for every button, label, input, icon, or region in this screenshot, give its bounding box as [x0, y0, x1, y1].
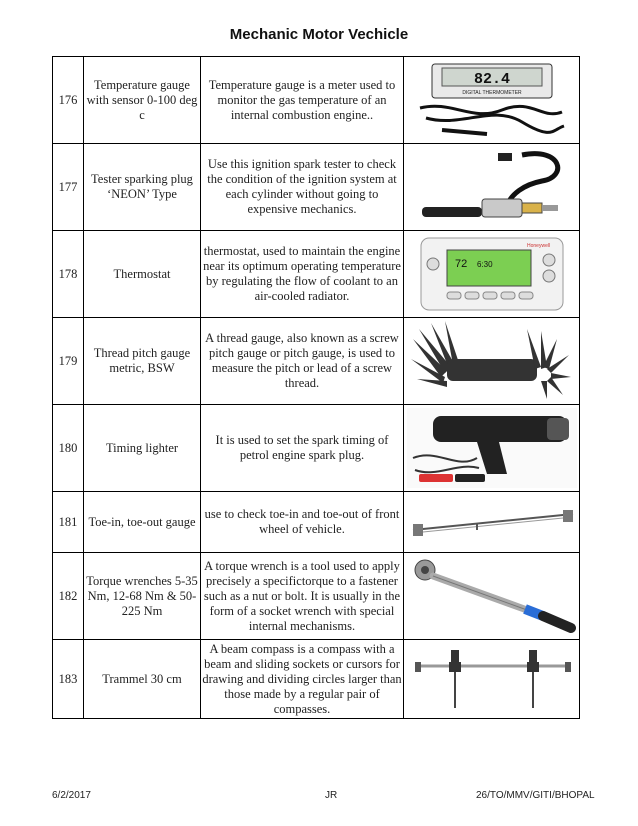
table-row: [53, 405, 580, 492]
tool-description: Temperature gauge is a meter used to monitor the gas temperature of an internal combustion engine..: [201, 57, 404, 144]
tool-description: use to check toe-in and toe-out of front wheel of vehicle.: [201, 492, 404, 553]
tool-description: A beam compass is a compass with a beam and sliding sockets or cursors for drawing and dividing circles larger than those made by a regular pair of compasses.: [201, 640, 404, 719]
tool-description: A torque wrench is a tool used to apply precisely a specifictorque to a fastener such as a nut or bolt. It is usually in the form of a socket wrench with special internal mechanisms.: [201, 553, 404, 640]
table-row: [53, 492, 580, 553]
tool-description: Use this ignition spark tester to check the condition of the ignition system at each cylinder without going to expensive mechanics.: [201, 144, 404, 231]
serial-number: 177: [53, 144, 84, 231]
footer-author: JR: [325, 790, 338, 801]
tool-description: A thread gauge, also known as a screw pitch gauge or pitch gauge, is used to measure the pitch or lead of a screw thread.: [201, 318, 404, 405]
table-row: [53, 640, 580, 719]
tool-description: It is used to set the spark timing of petrol engine spark plug.: [201, 405, 404, 492]
tool-name: Temperature gauge with sensor 0-100 deg c: [84, 57, 201, 144]
thermostat-temp: 72: [454, 258, 467, 270]
spark-tester-icon: [412, 147, 572, 227]
page-title: Mechanic Motor Vechicle: [229, 26, 409, 43]
table-row: [53, 231, 580, 318]
timing-light-icon: [407, 408, 577, 488]
footer-date: 6/2/2017: [52, 790, 91, 801]
tool-name: Toe-in, toe-out gauge: [84, 492, 201, 553]
serial-number: 180: [53, 405, 84, 492]
thermostat-time: 6:30: [476, 260, 493, 269]
thermostat-brand: Honeywell: [526, 243, 550, 249]
tool-name: Tester sparking plug ‘NEON’ Type: [84, 144, 201, 231]
serial-number: 182: [53, 553, 84, 640]
footer-code: 26/TO/MMV/GITI/BHOPAL: [476, 790, 595, 801]
serial-number: 183: [53, 640, 84, 719]
digital-thermometer-icon: [412, 60, 572, 140]
serial-number: 181: [53, 492, 84, 553]
torque-wrench-icon: [407, 556, 577, 636]
toe-gauge-icon: [407, 502, 577, 542]
table-row: [53, 57, 580, 144]
tool-description: thermostat, used to maintain the engine near its optimum operating temperature by regulating the flow of coolant to an air-cooled radiator.: [201, 231, 404, 318]
table-row: [53, 144, 580, 231]
trammel-icon: [407, 642, 577, 716]
thermostat-icon: [417, 234, 567, 314]
tool-name: Timing lighter: [84, 405, 201, 492]
serial-number: 176: [53, 57, 84, 144]
tool-name: Thermostat: [84, 231, 201, 318]
table-row: [53, 318, 580, 405]
serial-number: 178: [53, 231, 84, 318]
thread-gauge-icon: [407, 319, 577, 403]
table-row: [53, 553, 580, 640]
tool-name: Thread pitch gauge metric, BSW: [84, 318, 201, 405]
thermometer-reading: 82.4: [473, 71, 510, 88]
tool-name: Trammel 30 cm: [84, 640, 201, 719]
serial-number: 179: [53, 318, 84, 405]
tools-table: [52, 56, 580, 719]
tool-name: Torque wrenches 5-35 Nm, 12-68 Nm & 50-225 Nm: [84, 553, 201, 640]
thermometer-caption: DIGITAL THERMOMETER: [461, 90, 522, 96]
